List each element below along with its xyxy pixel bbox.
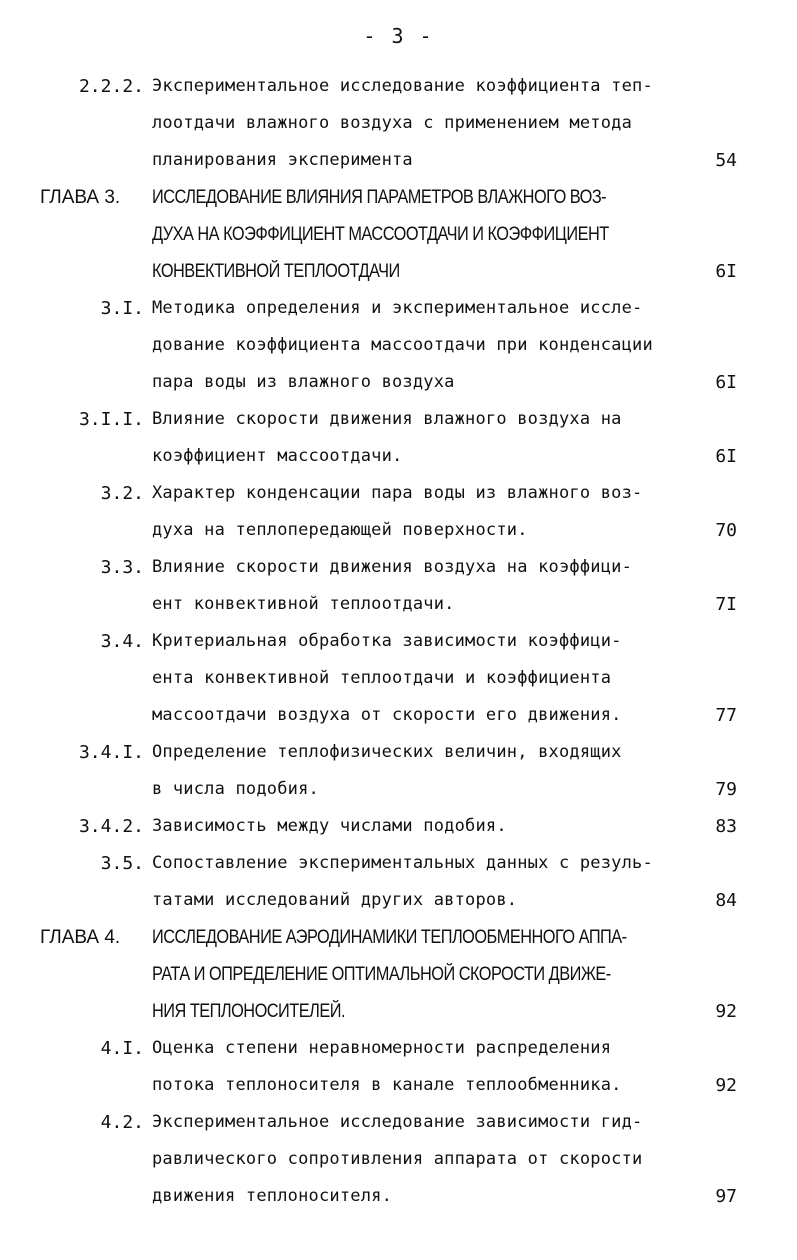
- section-number: 4.2.: [100, 1112, 144, 1133]
- title-line: равлического сопротивления аппарата от скорости: [152, 1149, 643, 1169]
- title-line: Сопоставление экспериментальных данных с резуль-: [152, 853, 653, 873]
- page-ref: 79: [715, 779, 737, 800]
- title-line: КОНВЕКТИВНОЙ ТЕПЛООТДАЧИ: [152, 261, 400, 282]
- section-title: [152, 808, 712, 845]
- title-line: ент конвективной теплоотдачи.: [152, 594, 455, 614]
- title-line: ИССЛЕДОВАНИЕ ВЛИЯНИЯ ПАРАМЕТРОВ ВЛАЖНОГО ВОЗ-: [152, 187, 607, 208]
- section-number: 3.I.: [100, 298, 144, 319]
- page-ref: 84: [715, 890, 737, 911]
- section-number: 3.2.: [100, 483, 144, 504]
- title-line: коэффициент массоотдачи.: [152, 446, 403, 466]
- page-number: - 3 -: [363, 24, 434, 48]
- section-title: [152, 475, 712, 549]
- page-ref: 54: [715, 150, 737, 171]
- title-line: в числа подобия.: [152, 779, 319, 799]
- section-title: [152, 1030, 712, 1104]
- title-line: пара воды из влажного воздуха: [152, 372, 455, 392]
- section-title: [152, 290, 712, 401]
- section-title: [152, 401, 712, 475]
- page-ref: 77: [715, 705, 737, 726]
- section-number: 3.4.: [100, 631, 144, 652]
- page-ref: 6I: [715, 446, 737, 467]
- section-number: 3.4.2.: [78, 816, 144, 837]
- section-number: 3.3.: [100, 557, 144, 578]
- section-number: 3.4.I.: [78, 742, 144, 763]
- title-line: Характер конденсации пара воды из влажного воз-: [152, 483, 643, 503]
- section-title: [152, 549, 712, 623]
- section-title: [152, 68, 712, 179]
- title-line: ента конвективной теплоотдачи и коэффициента: [152, 668, 612, 688]
- chapter-number: ГЛАВА 3.: [40, 187, 121, 208]
- title-line: дование коэффициента массоотдачи при конденсации: [152, 335, 653, 355]
- title-line: Критериальная обработка зависимости коэффици-: [152, 631, 622, 651]
- chapter-title: [152, 179, 712, 290]
- title-line: ИССЛЕДОВАНИЕ АЭРОДИНАМИКИ ТЕПЛООБМЕННОГО АППА-: [152, 927, 627, 948]
- title-line: Экспериментальное исследование зависимости гид-: [152, 1112, 643, 1132]
- page-ref: 70: [715, 520, 737, 541]
- page-ref: 6I: [715, 261, 737, 282]
- title-line: Экспериментальное исследование коэффициента теп-: [152, 76, 653, 96]
- page-ref: 6I: [715, 372, 737, 393]
- section-number: 4.I.: [100, 1038, 144, 1059]
- title-line: НИЯ ТЕПЛОНОСИТЕЛЕЙ.: [152, 1001, 345, 1022]
- page-ref: 92: [715, 1075, 737, 1096]
- chapter-number: ГЛАВА 4.: [40, 927, 121, 948]
- title-line: РАТА И ОПРЕДЕЛЕНИЕ ОПТИМАЛЬНОЙ СКОРОСТИ ДВИЖЕ-: [152, 964, 611, 985]
- title-line: Зависимость между числами подобия.: [152, 816, 507, 836]
- title-line: ДУХА НА КОЭФФИЦИЕНТ МАССООТДАЧИ И КОЭФФИЦИЕНТ: [152, 224, 609, 245]
- section-title: [152, 734, 712, 808]
- title-line: Влияние скорости движения влажного воздуха на: [152, 409, 622, 429]
- page-ref: 92: [715, 1001, 737, 1022]
- title-line: Методика определения и экспериментальное иссле-: [152, 298, 643, 318]
- title-line: Оценка степени неравномерности распределения: [152, 1038, 612, 1058]
- section-title: [152, 1104, 712, 1215]
- page-ref: 97: [715, 1186, 737, 1207]
- title-line: потока теплоносителя в канале теплообменника.: [152, 1075, 622, 1095]
- title-line: духа на теплопередающей поверхности.: [152, 520, 528, 540]
- title-line: массоотдачи воздуха от скорости его движения.: [152, 705, 622, 725]
- title-line: Определение теплофизических величин, входящих: [152, 742, 622, 762]
- title-line: лоотдачи влажного воздуха с применением метода: [152, 113, 633, 133]
- section-title: [152, 845, 712, 919]
- title-line: Влияние скорости движения воздуха на коэффици-: [152, 557, 633, 577]
- section-number: 3.5.: [100, 853, 144, 874]
- title-line: планирования эксперимента: [152, 150, 413, 170]
- page-ref: 83: [715, 816, 737, 837]
- title-line: движения теплоносителя.: [152, 1186, 393, 1206]
- title-line: татами исследований других авторов.: [152, 890, 518, 910]
- page-ref: 7I: [715, 594, 737, 615]
- section-title: [152, 623, 712, 734]
- chapter-title: [152, 919, 712, 1030]
- section-number: 2.2.2.: [78, 76, 144, 97]
- section-number: 3.I.I.: [78, 409, 144, 430]
